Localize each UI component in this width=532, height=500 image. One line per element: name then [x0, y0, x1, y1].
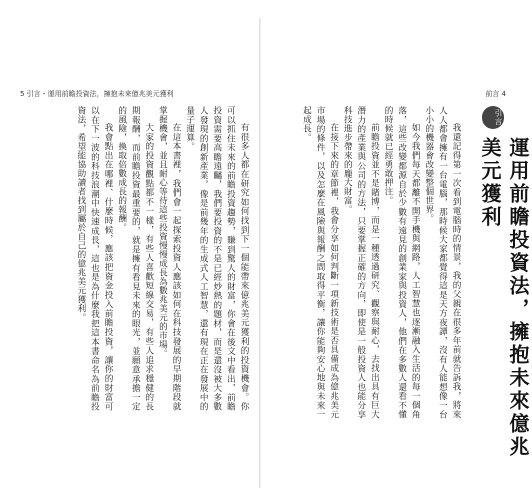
right-paragraph-1: 我還記得第一次看到電腦時的情景，我的父親在很多年前就告訴我，將來人人都會擁有一台電腦，那時候大家都覺得這是天方夜譚，沒有人能想像一台小小的機器會改變整個世界。	[423, 106, 461, 419]
right-page-header: 前言 4	[485, 90, 506, 98]
left-paragraph-3: 大家的投資觀點都不一樣，有些人喜歡短線交易，有些人追求穩健的長期報酬，而前瞻投資最重要的，就是擁有看見未來的眼光，並願意承擔一定的風險，換取倍數成長的報酬。	[116, 106, 154, 411]
book-gutter	[259, 18, 261, 488]
right-page	[262, 0, 530, 500]
chapter-title-block	[476, 106, 530, 459]
preface-label: 引言	[482, 106, 504, 129]
left-page-header: 5 引言・運用前瞻投資法，擁抱未來億兆美元獲利	[20, 90, 174, 98]
left-paragraph-2: 在這本書裡，我們會一起探索投資人應該如何在科技發展的早期階段就掌握機會，並且耐心等待這些投資慢慢成長為數兆美元的市場。	[157, 106, 182, 411]
left-paragraph-1: 有很多人都在研究如何找到下一個能帶來億兆美元獲利的投資機會。你可以抓住未來的前瞻投資趨勢，賺到驚人的財富，你會在後文中看出，前瞻投資需要高瞻遠矚，我們要投資的不是已經炒熱的題材，而是還沒被大多數人發現的創新產業，像是前幾年的生成式人工智慧，還有現在正在發展中的量子運算。	[184, 106, 249, 411]
left-page-body	[35, 106, 250, 411]
right-paragraph-4: 在接下來的章節裡，我會分享如何判斷一項新技術是否具備成為億兆美元市場的條件，以及怎麼在風險與報酬之間取得平衡，讓你能夠安心地與未來一起成長。	[301, 106, 339, 419]
right-page-body	[270, 106, 462, 419]
chapter-title: 運用前瞻投資法，擁抱未來億兆美元獲利	[478, 137, 530, 459]
left-paragraph-4: 我會點出在哪裡、什麼時候，應該把資金投入前瞻投資，讓你的財富可以在下一波的科技浪潮中快速成長，這也是為什麼我把這本書命名為前瞻投資法，希望能協助讀者找到屬於自己的億兆美元獲利。	[75, 106, 114, 411]
right-paragraph-3: 前瞻投資並不是賭博，而是一種透過研究、觀察與耐心，去找出具有巨大潛力的產業與公司的方法，只要掌握正確的方向，即使是一般投資人也能分享科技進步帶來的龐大財富。	[342, 106, 380, 419]
right-paragraph-2: 如今我們每天都離不開手機與網路，人工智慧也逐漸融入生活的每一個角落，這些改變都源自於少數有遠見的創業家與投資人，他們在多數人還看不懂的時候就已經勇敢押注。	[383, 106, 421, 419]
left-page	[0, 0, 260, 500]
